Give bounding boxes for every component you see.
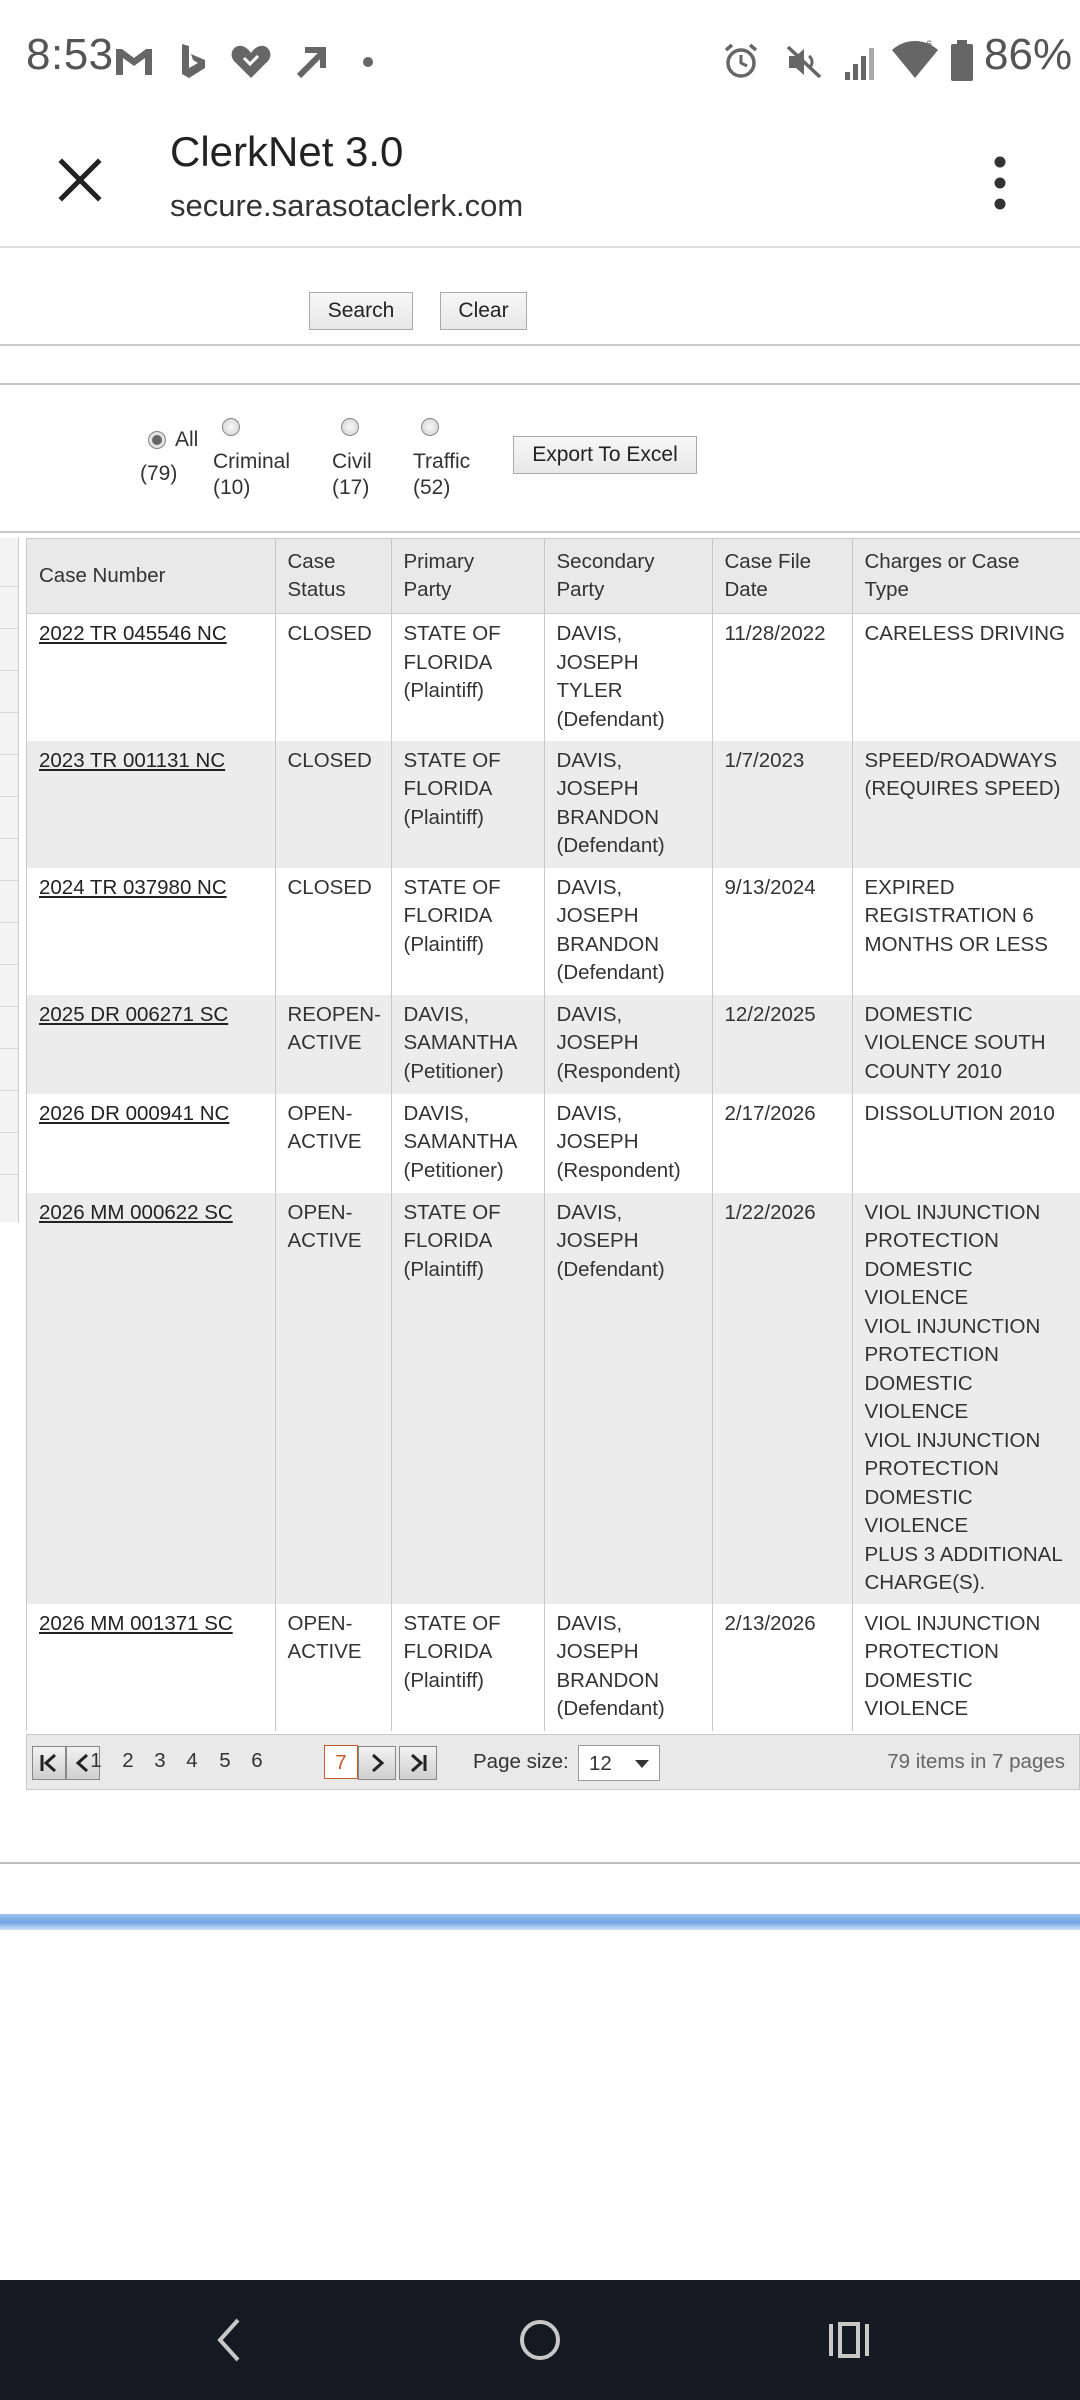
header-case-status[interactable]: Case Status [275,539,391,614]
cell-line: ACTIVE [287,1229,362,1252]
cell-line: BRANDON [556,932,660,956]
cell-secondary [544,1193,712,1604]
cell-date [712,1604,852,1731]
table-row [27,1193,1080,1604]
cell-primary [391,614,544,741]
cell-primary [391,1094,544,1193]
cell-line: CHARGE(S). [864,1571,986,1594]
cell-case-number [27,1604,275,1731]
cell-line: FLORIDA [403,777,493,800]
close-icon[interactable] [52,152,108,208]
cell-line: BRANDON [556,805,660,829]
cell-line: DAVIS, [556,1611,623,1635]
header-case-file-date[interactable]: Case File Date [712,539,852,614]
cell-line: (Petitioner) [403,1059,504,1083]
back-icon[interactable] [210,2314,250,2366]
cell-line: COUNTY 2010 [864,1059,1002,1083]
cell-line: (Plaintiff) [403,1257,485,1281]
cell-status [275,868,391,995]
next-page-button[interactable] [358,1746,396,1780]
last-page-button[interactable] [399,1746,437,1780]
mute-icon [785,44,823,80]
status-bar [0,0,1080,120]
battery-icon [950,40,974,82]
cell-line: DAVIS, [556,875,623,899]
cell-primary [391,995,544,1094]
cell-line: OPEN- [287,1200,353,1224]
cell-date [712,614,852,741]
cell-line: PROTECTION [864,1229,999,1252]
cell-date [712,741,852,868]
page-url: secure.sarasotaclerk.com [170,188,524,223]
cell-line: JOSEPH [556,1130,639,1153]
page-size-select[interactable] [578,1745,660,1781]
divider [0,1862,1080,1864]
first-page-button[interactable] [32,1746,66,1780]
filter-all-label: All [175,428,199,451]
cell-status [275,741,391,868]
cell-line: (REQUIRES SPEED) [864,777,1061,800]
table-row [27,868,1080,995]
cell-line: DOMESTIC [864,1371,973,1395]
blue-separator [0,1914,1080,1930]
cell-line: DAVIS, [403,1101,470,1125]
cell-line: CARELESS DRIVING [864,622,1065,645]
cell-line: VIOL INJUNCTION [864,1611,1041,1635]
page-link-5[interactable]: 5 [219,1749,231,1772]
table-header-row [27,539,1080,614]
cell-line: SPEED/ROADWAYS [864,748,1058,772]
pager [26,1734,1080,1790]
cell-value: 12/2/2025 [724,1002,816,1026]
cell-line: DAVIS, [556,1002,623,1026]
cell-line: REGISTRATION 6 [864,904,1034,927]
cell-value: 1/22/2026 [724,1200,816,1224]
cell-secondary [544,995,712,1094]
more-options-icon[interactable] [980,150,1020,216]
cell-line: JOSEPH [556,904,639,927]
battery-percent: 86% [984,30,1073,79]
filter-civil-count: (17) [332,476,370,499]
cell-status [275,614,391,741]
cell-line: STATE OF [403,875,501,899]
cell-charges [852,614,1080,741]
radio-all[interactable] [148,431,166,449]
cell-case-number [27,1193,275,1604]
header-charges[interactable]: Charges or Case Type [852,539,1080,614]
case-number-link[interactable]: 2026 DR 000941 NC [39,1101,230,1125]
cell-value: 9/13/2024 [724,875,816,899]
cell-primary [391,1604,544,1731]
divider [0,531,1080,533]
first-page-icon [39,1753,59,1773]
cell-line: VIOL INJUNCTION [864,1428,1041,1452]
case-number-link[interactable]: 2022 TR 045546 NC [39,622,227,645]
cell-case-number [27,741,275,868]
cell-line: DOMESTIC [864,1668,973,1692]
search-button[interactable]: Search [309,292,413,330]
cell-line: JOSEPH [556,1640,639,1663]
cell-line: DOMESTIC [864,1485,973,1509]
filter-criminal-label: Criminal [213,450,291,473]
filter-traffic-label: Traffic [413,450,471,473]
filter-traffic-count: (52) [413,476,451,499]
results-grid [26,538,1080,1731]
cell-secondary [544,1094,712,1193]
cell-charges [852,868,1080,995]
cell-line: CLOSED [287,875,372,899]
cell-line: (Defendant) [556,1697,665,1720]
cell-line: PROTECTION [864,1640,999,1663]
page-link-4[interactable]: 4 [186,1749,198,1772]
cell-line: VIOLENCE [864,1697,969,1720]
table-row [27,995,1080,1094]
cell-line: PROTECTION [864,1343,999,1366]
home-icon[interactable] [516,2314,564,2366]
page-link-3[interactable]: 3 [154,1749,166,1772]
cell-line: FLORIDA [403,904,493,927]
cell-line: DOMESTIC [864,1002,973,1026]
cell-line: MONTHS OR LESS [864,932,1048,956]
cell-charges [852,995,1080,1094]
cell-case-number [27,868,275,995]
cell-value: 2/13/2026 [724,1611,816,1635]
bing-icon [178,42,208,80]
recents-icon[interactable] [826,2314,872,2366]
cases-table [27,539,1080,1731]
cell-line: JOSEPH [556,1229,639,1252]
table-row [27,1604,1080,1731]
cell-line: FLORIDA [403,1229,493,1252]
cell-line: ACTIVE [287,1130,362,1153]
table-row [27,741,1080,868]
cell-line: VIOLENCE [864,1400,969,1423]
case-number-link[interactable]: 2026 MM 000622 SC [39,1200,233,1224]
cell-case-number [27,1094,275,1193]
cell-line: (Plaintiff) [403,805,485,829]
cell-primary [391,1193,544,1604]
cell-line: (Defendant) [556,707,665,731]
cell-line: DAVIS, [556,1200,623,1224]
cell-value: 1/7/2023 [724,748,805,772]
page-link-1[interactable]: 1 [90,1749,102,1772]
dot-icon [362,56,374,68]
cell-line: OPEN- [287,1611,353,1635]
page-size-value: 12 [589,1752,612,1775]
cell-line: FLORIDA [403,1640,493,1663]
cell-secondary [544,614,712,741]
cell-line: PROTECTION [864,1457,999,1480]
table-row [27,1094,1080,1193]
header-case-number[interactable]: Case Number [27,539,275,614]
cell-status [275,1094,391,1193]
page-link-7-current[interactable]: 7 [324,1745,358,1779]
cell-line: REOPEN- [287,1002,381,1026]
cell-primary [391,741,544,868]
cell-secondary [544,1604,712,1731]
clear-button[interactable]: Clear [440,292,527,330]
radio-traffic[interactable] [421,418,439,436]
cell-line: (Petitioner) [403,1158,504,1182]
cell-line: VIOLENCE [864,1514,969,1537]
cell-status [275,1604,391,1731]
cell-date [712,1193,852,1604]
cell-line: ACTIVE [287,1640,362,1663]
cell-value: 2/17/2026 [724,1101,816,1125]
page-size-label: Page size: [473,1750,569,1773]
cell-line: VIOLENCE SOUTH [864,1031,1046,1054]
cell-line: OPEN- [287,1101,353,1125]
cell-date [712,1094,852,1193]
cell-line: DAVIS, [556,748,623,772]
export-to-excel-button[interactable]: Export To Excel [513,436,697,474]
signal-icon [843,42,881,82]
page-link-2[interactable]: 2 [122,1749,134,1772]
system-nav-bar [0,2280,1080,2400]
page-link-6[interactable]: 6 [251,1749,263,1772]
cell-charges [852,1094,1080,1193]
cell-line: FLORIDA [403,650,493,674]
filter-all-count: (79) [140,462,178,485]
cell-status [275,995,391,1094]
wifi-icon [890,38,940,82]
divider [0,383,1080,385]
case-number-link[interactable]: 2026 MM 001371 SC [39,1611,233,1635]
cell-line: TYLER [556,679,623,702]
cell-line: CLOSED [287,622,372,645]
cell-line: STATE OF [403,1200,501,1224]
case-number-link[interactable]: 2024 TR 037980 NC [39,875,227,899]
cell-line: DAVIS, [556,1101,623,1125]
last-page-icon [408,1753,428,1773]
cell-line: EXPIRED [864,875,955,899]
cell-line: (Plaintiff) [403,932,485,956]
cell-line: STATE OF [403,1611,501,1635]
heart-icon [230,44,272,80]
cell-charges [852,1193,1080,1604]
cell-line: VIOL INJUNCTION [864,1314,1041,1338]
cell-case-number [27,614,275,741]
items-info: 79 items in 7 pages [887,1750,1065,1773]
cell-line: (Respondent) [556,1158,681,1182]
cell-case-number [27,995,275,1094]
case-number-link[interactable]: 2023 TR 001131 NC [39,748,226,772]
filter-criminal-count: (10) [213,476,251,499]
header-secondary-party[interactable]: Secondary Party [544,539,712,614]
cell-line: (Defendant) [556,961,665,984]
gmail-icon [113,46,155,78]
cell-line: (Plaintiff) [403,679,485,702]
cell-line: DOMESTIC [864,1257,973,1281]
page-title: ClerkNet 3.0 [170,128,404,175]
cell-line: ACTIVE [287,1031,362,1054]
cell-line: VIOLENCE [864,1286,969,1309]
divider [0,344,1080,346]
cell-line: JOSEPH [556,1031,639,1054]
radio-civil[interactable] [341,418,359,436]
cell-charges [852,1604,1080,1731]
cell-secondary [544,741,712,868]
browser-header [0,120,1080,248]
cell-line: (Defendant) [556,1257,665,1281]
case-number-link[interactable]: 2025 DR 006271 SC [39,1002,229,1026]
cell-line: JOSEPH [556,777,639,800]
arrow-icon [293,44,329,80]
chevron-right-icon [367,1753,387,1773]
cell-line: SAMANTHA [403,1031,518,1054]
cell-line: BRANDON [556,1668,660,1692]
cell-line: DISSOLUTION 2010 [864,1101,1055,1125]
cell-line: SAMANTHA [403,1130,518,1153]
cell-secondary [544,868,712,995]
cell-charges [852,741,1080,868]
cell-status [275,1193,391,1604]
caret-down-icon [635,1760,649,1768]
radio-criminal[interactable] [222,418,240,436]
cell-line: (Defendant) [556,834,665,857]
cell-line: (Plaintiff) [403,1668,485,1692]
cell-value: 11/28/2022 [724,622,826,645]
filter-civil-label: Civil [332,450,372,473]
cell-date [712,868,852,995]
svg-text:6: 6 [926,39,933,51]
cell-line: (Respondent) [556,1059,681,1083]
cell-line: STATE OF [403,748,501,772]
cell-line: STATE OF [403,622,501,645]
cell-line: PLUS 3 ADDITIONAL [864,1542,1063,1566]
cell-line: JOSEPH [556,650,639,674]
cell-line: DAVIS, [556,622,623,645]
cell-line: DAVIS, [403,1002,470,1026]
alarm-icon [722,42,760,80]
table-row [27,614,1080,741]
cell-date [712,995,852,1094]
cell-line: CLOSED [287,748,372,772]
left-panel-edge [0,538,19,1222]
cell-line: VIOL INJUNCTION [864,1200,1041,1224]
cell-primary [391,868,544,995]
status-time: 8:53 [26,30,114,79]
header-primary-party[interactable]: Primary Party [391,539,544,614]
